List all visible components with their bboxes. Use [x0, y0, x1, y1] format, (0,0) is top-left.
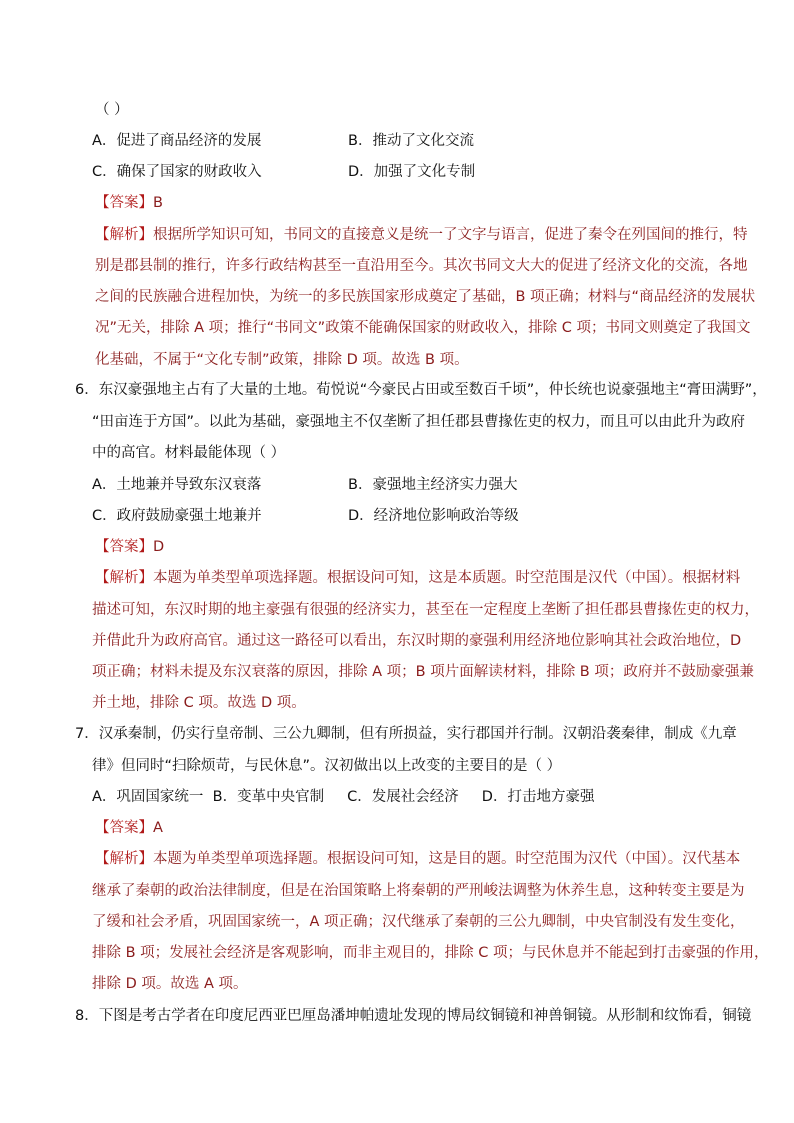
answer-value: D [153, 539, 165, 555]
q6-answer [95, 537, 164, 557]
q5-analysis-line-2: 别是郡县制的推行，许多行政结构甚至一直沿用至今。其次书同文大大的促进了经济文化的交流，各地 [95, 258, 748, 274]
answer-value: A [153, 820, 163, 836]
q7-analysis-line-4: 排除 B 项；发展社会经济是客观影响，而非主观目的，排除 C 项；与民休息并不能起到打击豪强的作用， [92, 945, 769, 961]
q6-analysis-line-1 [95, 568, 740, 588]
q5-option-a: A．促进了商品经济的发展 [92, 133, 262, 149]
q5-option-c: C．确保了国家的财政收入 [92, 164, 262, 180]
q5-analysis-line-5: 化基础，不属于“文化专制”政策，排除 D 项。故选 B 项。 [95, 352, 469, 368]
q5-stem-tail: （ ） [95, 102, 129, 118]
analysis-tag: 【解析】 [95, 227, 153, 243]
q7-stem-line-2: 律》但同时“扫除烦苛，与民休息”。汉初做出以上改变的主要目的是（ ） [92, 758, 562, 774]
answer-tag: 【答案】 [95, 195, 153, 211]
q5-option-d: D．加强了文化专制 [348, 164, 476, 180]
q7-answer [95, 818, 163, 838]
q7-analysis-line-5: 排除 D 项。故选 A 项。 [92, 976, 248, 992]
q6-option-a: A．土地兼并导致东汉衰落 [92, 477, 262, 493]
q6-stem-line-3: 中的高官。材料最能体现（ ） [92, 445, 286, 461]
q5-answer [95, 193, 163, 213]
q5-analysis-line-4: 况”无关，排除 A 项；推行“书同文”政策不能确保国家的财政收入，排除 C 项；书同文则奠定了我国文 [95, 320, 751, 336]
analysis-tag: 【解析】 [95, 851, 153, 867]
analysis-tag: 【解析】 [95, 570, 153, 586]
q7-analysis-line-2: 继承了秦朝的政治法律制度，但是在治国策略上将秦朝的严刑峻法调整为休养生息，这种转变主要是为 [92, 883, 745, 899]
q6-stem-line-2: “田亩连于方国”。以此为基础，豪强地主不仅垄断了担任郡县曹掾佐吏的权力，而且可以由此升为政府 [92, 414, 746, 430]
q6-analysis-line-2: 描述可知，东汉时期的地主豪强有很强的经济实力，甚至在一定程度上垄断了担任郡县曹掾佐吏的权力， [92, 602, 759, 618]
analysis-text: 本题为单类型单项选择题。根据设问可知，这是目的题。时空范围为汉代（中国）。汉代基本 [153, 851, 741, 867]
answer-tag: 【答案】 [95, 539, 153, 555]
q7-stem-line-1: 7．汉承秦制，仍实行皇帝制、三公九卿制，但有所损益，实行郡国并行制。汉朝沿袭秦律，制成《九章 [75, 726, 737, 742]
q5-option-b: B．推动了文化交流 [348, 133, 474, 149]
q6-option-c: C．政府鼓励豪强土地兼并 [92, 508, 262, 524]
analysis-text: 本题为单类型单项选择题。根据设问可知，这是本质题。时空范围是汉代（中国）。根据材料 [153, 570, 741, 586]
analysis-text: 根据所学知识可知，书同文的直接意义是统一了文字与语言，促进了秦令在列国间的推行，特 [153, 227, 748, 243]
q8-stem-line-1: 8．下图是考古学者在印度尼西亚巴厘岛潘坤帕遗址发现的博局纹铜镜和神兽铜镜。从形制和纹饰看，铜镜 [75, 1008, 752, 1024]
q6-analysis-line-4: 项正确；材料未提及东汉衰落的原因，排除 A 项；B 项片面解读材料，排除 B 项；政府并不鼓励豪强兼 [92, 664, 754, 680]
q7-analysis-line-3: 了缓和社会矛盾，巩固国家统一，A 项正确；汉代继承了秦朝的三公九卿制，中央官制没有发生变化， [92, 914, 745, 930]
q6-option-d: D．经济地位影响政治等级 [348, 508, 519, 524]
q7-options: A．巩固国家统一 B．变革中央官制 C．发展社会经济 D．打击地方豪强 [92, 789, 595, 805]
q6-option-b: B．豪强地主经济实力强大 [348, 477, 518, 493]
answer-value: B [153, 195, 163, 211]
answer-tag: 【答案】 [95, 820, 153, 836]
q6-stem-line-1: 6．东汉豪强地主占有了大量的土地。荀悦说“今豪民占田或至数百千顷”，仲长统也说豪强地主“膏田满野”， [75, 382, 767, 398]
q7-analysis-line-1 [95, 849, 740, 869]
q5-analysis-line-3: 之间的民族融合进程加快，为统一的多民族国家形成奠定了基础，B 项正确；材料与“商品经济的发展状 [95, 289, 756, 305]
q6-analysis-line-5: 并土地，排除 C 项。故选 D 项。 [92, 695, 306, 711]
q5-analysis-line-1 [95, 225, 748, 245]
q6-analysis-line-3: 并借此升为政府高官。通过这一路径可以看出，东汉时期的豪强利用经济地位影响其社会政治地位，D [92, 633, 742, 649]
